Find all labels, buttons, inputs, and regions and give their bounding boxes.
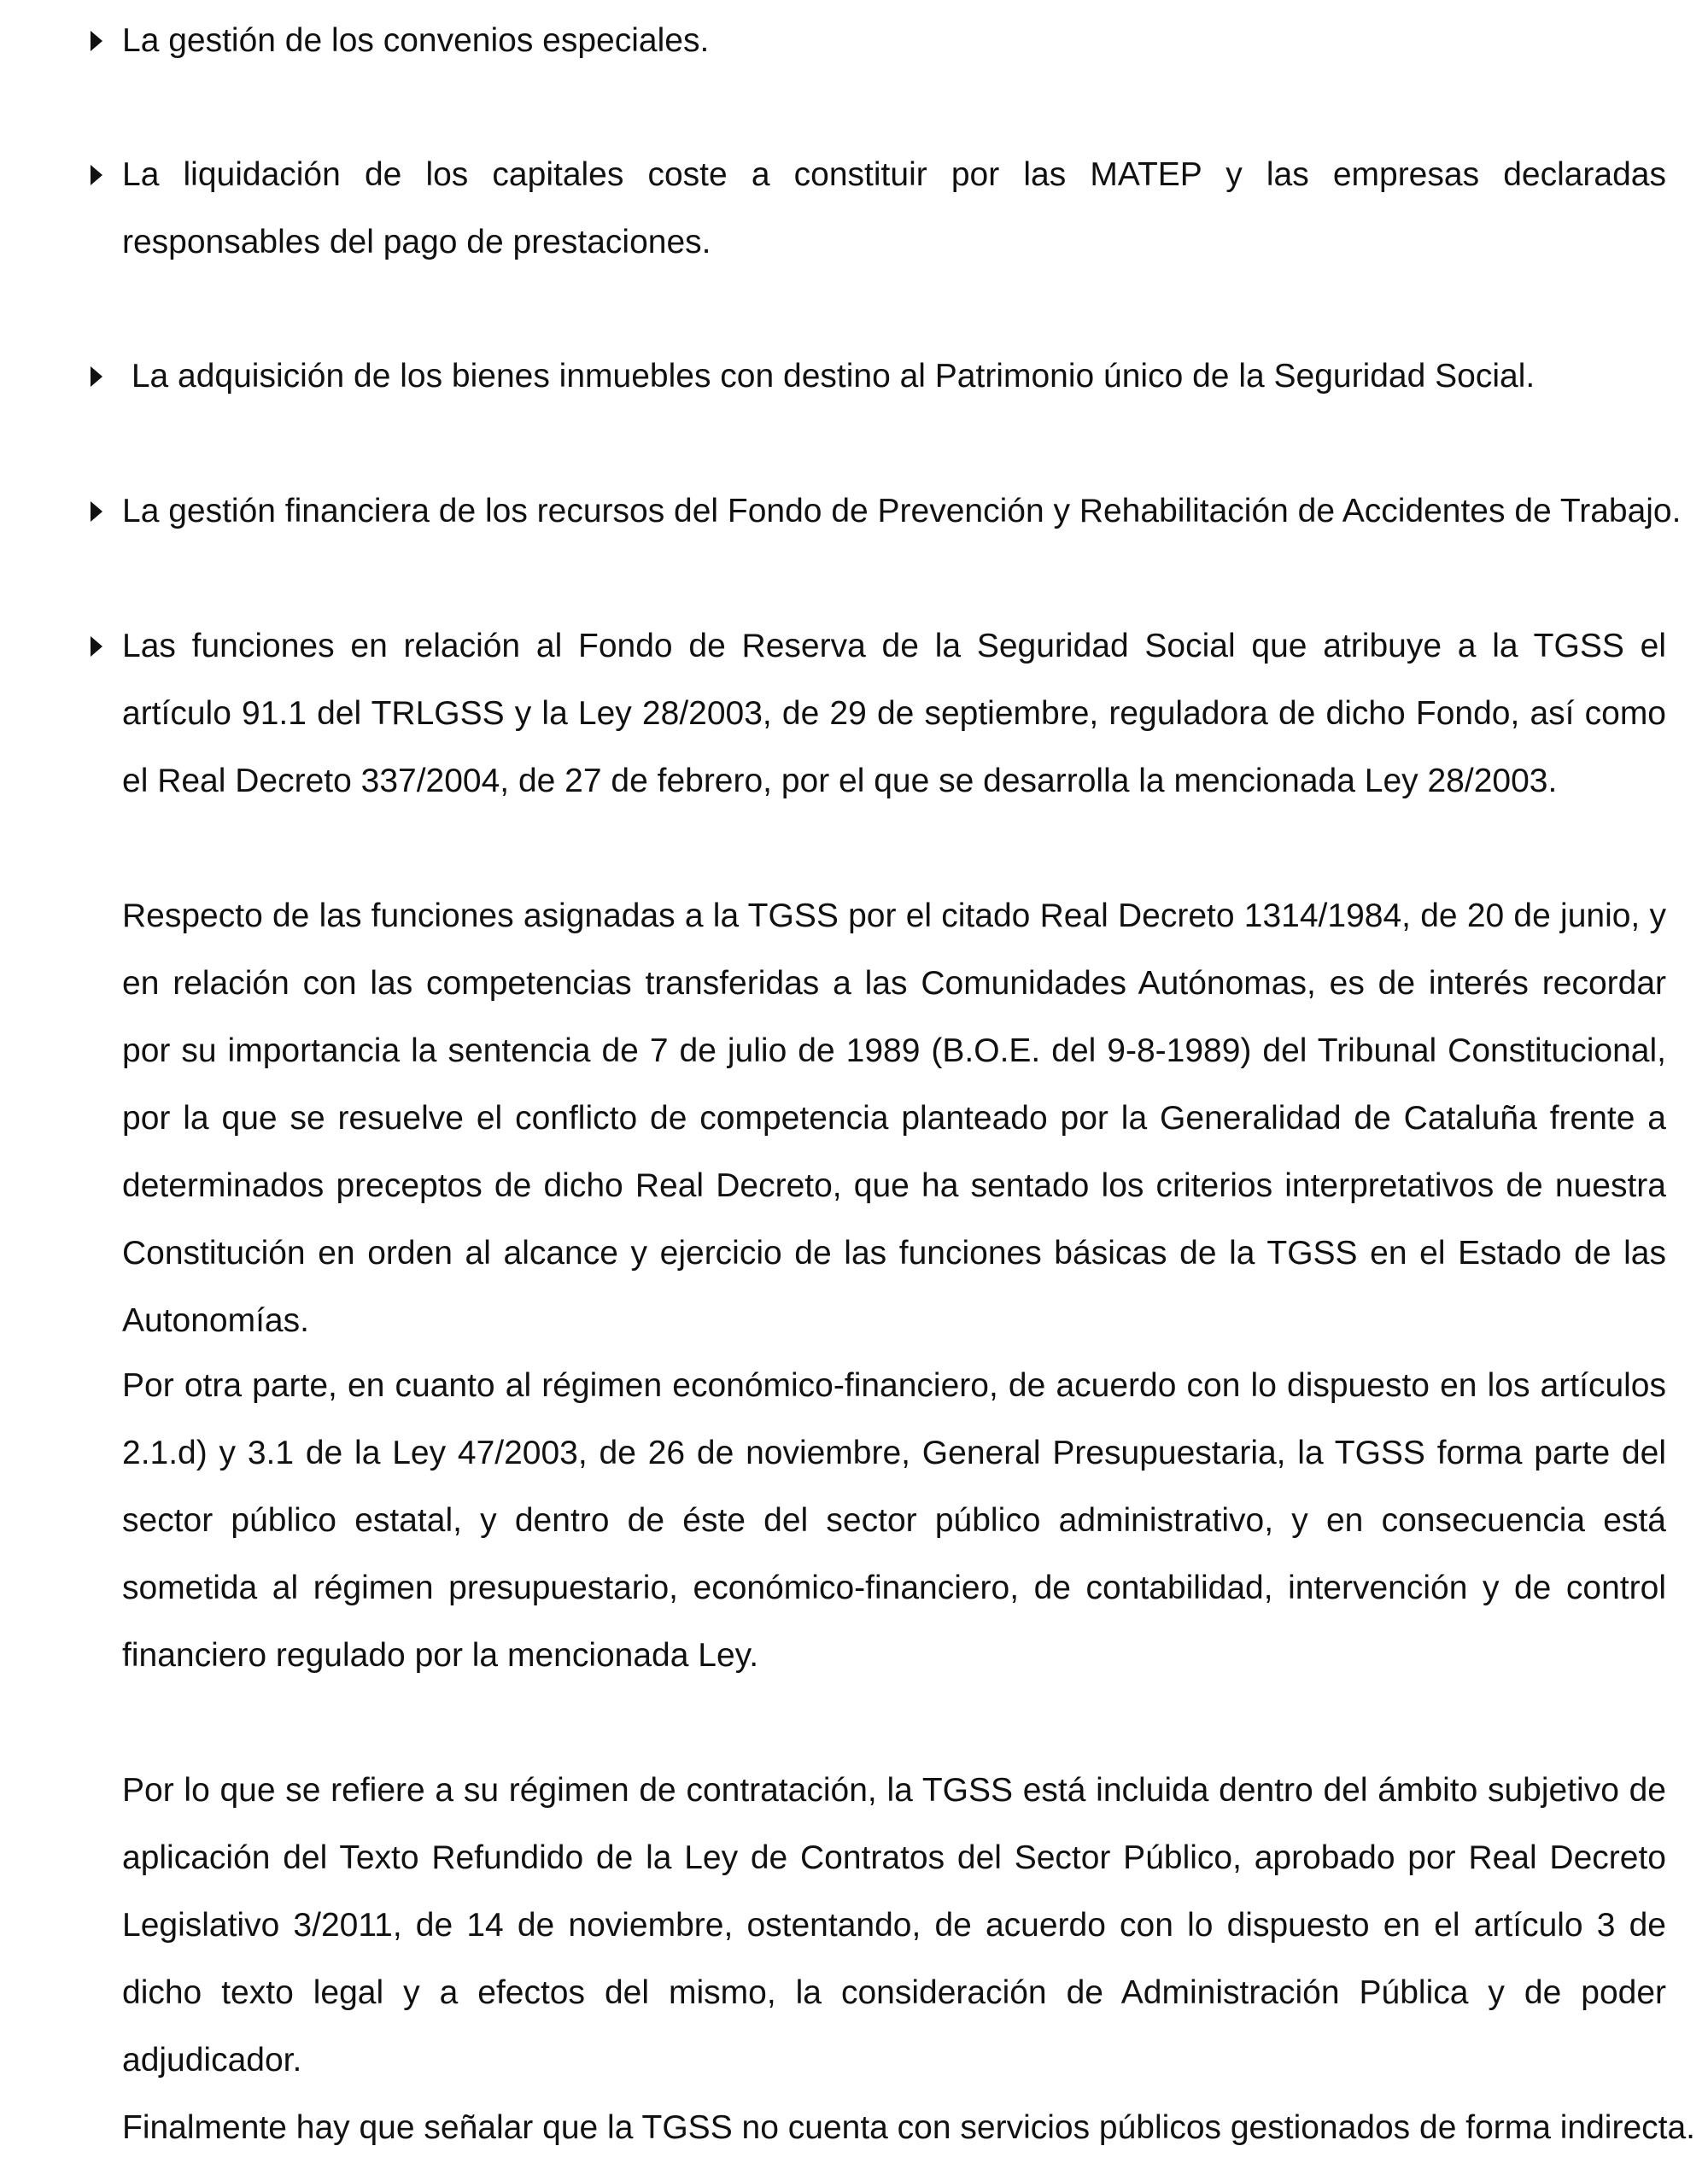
paragraph-text: Respecto de las funciones asignadas a la TGSS por el citado Real Decreto 1314/1984, de 20 de junio, y en relación con las competencias transferidas a las Comunidades Autónomas, es de interés recordar por su importancia la sentencia de 7 de julio de 1989 (B.O.E. del 9-8-1989) del Tribunal Constitucional, por la que se resuelve el conflicto de competencia planteado por la Generalidad de Cataluña frente a determinados preceptos de dicho Real Decreto, que ha sentado los criterios interpretativos de nuestra Constitución en orden al alcance y ejercicio de las funciones básicas de la TGSS en el Estado de las Autonomías. — [122, 898, 1666, 1339]
paragraph-text: Por otra parte, en cuanto al régimen económico-financiero, de acuerdo con lo dispuesto en los artículos 2.1.d) y 3.1 de la Ley 47/2003, de 26 de noviembre, General Presupuestaria, la TGSS forma parte del sector público estatal, y dentro de éste del sector público administrativo, y en consecuencia está sometida al régimen presupuestario, económico-financiero, de contabilidad, intervención y de control financiero regulado por la mencionada Ley. — [122, 1367, 1666, 1674]
bullet-text: La liquidación de los capitales coste a constituir por las MATEP y las empresas declaradas responsables del pago de prestaciones. — [122, 156, 1666, 260]
bullet-text: La adquisición de los bienes inmuebles con destino al Patrimonio único de la Seguridad Social. — [122, 358, 1535, 395]
triangle-bullet-icon — [91, 165, 102, 185]
triangle-bullet-icon — [91, 366, 102, 387]
triangle-bullet-icon — [91, 31, 102, 51]
triangle-bullet-icon — [91, 636, 102, 657]
bullet-text: La gestión financiera de los recursos del Fondo de Prevención y Rehabilitación de Accidentes de Trabajo. — [122, 493, 1682, 529]
bullet-text: La gestión de los convenios especiales. — [122, 22, 710, 59]
paragraph-text: Finalmente hay que señalar que la TGSS no cuenta con servicios públicos gestionados de forma indirecta. — [122, 2109, 1696, 2146]
paragraph-text: Por lo que se refiere a su régimen de contratación, la TGSS está incluida dentro del ámbito subjetivo de aplicación del Texto Refundido de la Ley de Contratos del Sector Público, aprobado por Real Decreto Legislativo 3/2011, de 14 de noviembre, ostentando, de acuerdo con lo dispuesto en el artículo 3 de dicho texto legal y a efectos del mismo, la consideración de Administración Pública y de poder adjudicador. — [122, 1772, 1666, 2079]
triangle-bullet-icon — [91, 501, 102, 522]
bullet-text: Las funciones en relación al Fondo de Reserva de la Seguridad Social que atribuye a la TGSS el artículo 91.1 del TRLGSS y la Ley 28/2003, de 29 de septiembre, reguladora de dicho Fondo, así como el Real Decreto 337/2004, de 27 de febrero, por el que se desarrolla la mencionada Ley 28/2003. — [122, 628, 1666, 799]
